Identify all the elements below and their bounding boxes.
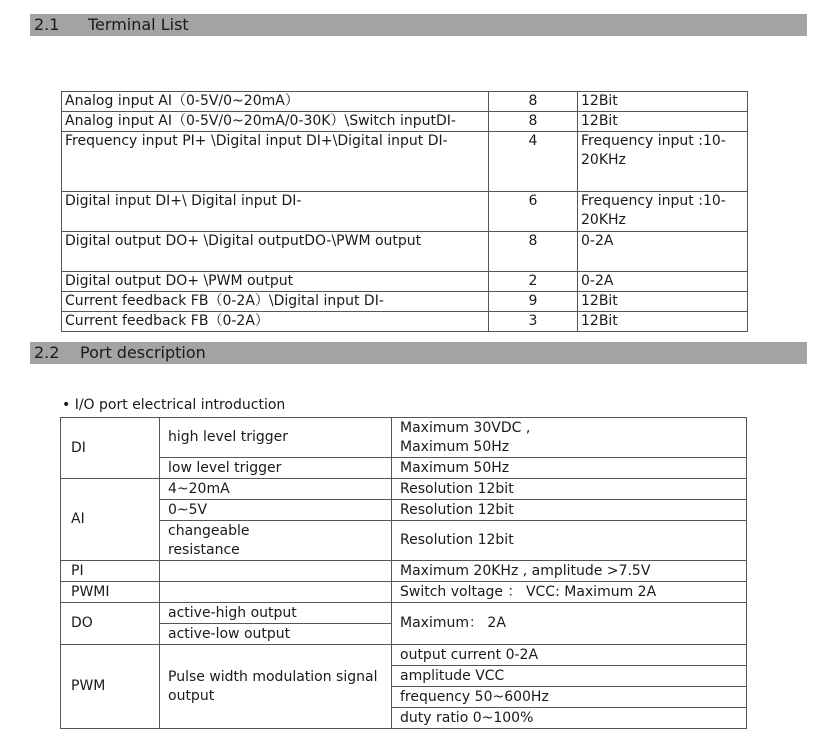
table-row — [61, 603, 747, 624]
terminal-spec: 12Bit — [578, 112, 748, 132]
port-label-pi: PI — [61, 561, 160, 582]
ai-range-2: 0~5V — [160, 500, 392, 521]
di-high-spec — [392, 418, 747, 458]
terminal-desc: Frequency input PI+ \Digital input DI+\Digital input DI- — [62, 132, 489, 192]
port-label-pwmi: PWMI — [61, 582, 160, 603]
table-row — [61, 418, 747, 458]
table-row — [62, 312, 748, 332]
terminal-spec: Frequency input :10-20KHz — [578, 192, 748, 232]
terminal-list-table — [61, 91, 748, 332]
pwm-spec-current: output current 0-2A — [392, 645, 747, 666]
section-header-port-description — [30, 342, 807, 364]
terminal-spec: 12Bit — [578, 292, 748, 312]
table-row — [62, 232, 748, 272]
table-row — [62, 192, 748, 232]
port-description-table — [60, 417, 747, 729]
terminal-desc: Digital input DI+\ Digital input DI- — [62, 192, 489, 232]
table-row — [61, 582, 747, 603]
table-row — [61, 500, 747, 521]
terminal-desc: Digital output DO+ \PWM output — [62, 272, 489, 292]
table-row — [62, 292, 748, 312]
terminal-count: 8 — [489, 112, 578, 132]
ai-range-3-line1: changeable — [168, 522, 250, 539]
section-header-terminal-list — [30, 14, 807, 36]
pwm-desc-line1: Pulse width modulation signal — [168, 668, 378, 685]
ai-range-3-spec: Resolution 12bit — [392, 521, 747, 561]
section-title: Terminal List — [88, 15, 189, 34]
ai-range-3-line2: resistance — [168, 541, 240, 558]
di-low-trigger: low level trigger — [160, 458, 392, 479]
terminal-count: 3 — [489, 312, 578, 332]
section-number: 2.1 — [34, 15, 60, 34]
pi-empty — [160, 561, 392, 582]
table-row — [61, 458, 747, 479]
terminal-desc: Analog input AI（0-5V/0~20mA） — [62, 92, 489, 112]
terminal-spec: 12Bit — [578, 312, 748, 332]
terminal-desc: Digital output DO+ \Digital outputDO-\PWM output — [62, 232, 489, 272]
ai-range-1: 4~20mA — [160, 479, 392, 500]
table-row — [62, 272, 748, 292]
terminal-count: 2 — [489, 272, 578, 292]
ai-range-3 — [160, 521, 392, 561]
terminal-desc: Analog input AI（0-5V/0~20mA/0-30K）\Switch inputDI- — [62, 112, 489, 132]
terminal-spec: 12Bit — [578, 92, 748, 112]
pwm-spec-duty: duty ratio 0~100% — [392, 708, 747, 729]
pi-spec: Maximum 20KHz , amplitude >7.5V — [392, 561, 747, 582]
pwm-desc — [160, 645, 392, 729]
port-label-pwm: PWM — [61, 645, 160, 729]
table-row — [61, 561, 747, 582]
terminal-spec: 0-2A — [578, 272, 748, 292]
io-intro-heading: • I/O port electrical introduction — [62, 397, 286, 413]
pwm-spec-frequency: frequency 50~600Hz — [392, 687, 747, 708]
di-low-spec: Maximum 50Hz — [392, 458, 747, 479]
ai-range-2-spec: Resolution 12bit — [392, 500, 747, 521]
do-active-low: active-low output — [160, 624, 392, 645]
terminal-count: 9 — [489, 292, 578, 312]
pwmi-spec: Switch voltage ： VCC: Maximum 2A — [392, 582, 747, 603]
do-spec: Maximum： 2A — [392, 603, 747, 645]
table-row — [61, 645, 747, 666]
do-active-high: active-high output — [160, 603, 392, 624]
terminal-spec: 0-2A — [578, 232, 748, 272]
terminal-count: 8 — [489, 92, 578, 112]
table-row — [62, 112, 748, 132]
terminal-desc: Current feedback FB（0-2A） — [62, 312, 489, 332]
pwm-desc-line2: output — [168, 687, 215, 704]
pwmi-empty — [160, 582, 392, 603]
port-label-di: DI — [61, 418, 160, 479]
terminal-count: 4 — [489, 132, 578, 192]
terminal-count: 8 — [489, 232, 578, 272]
port-label-do: DO — [61, 603, 160, 645]
table-row — [61, 479, 747, 500]
port-label-ai: AI — [61, 479, 160, 561]
terminal-desc: Current feedback FB（0-2A）\Digital input DI- — [62, 292, 489, 312]
terminal-spec: Frequency input :10-20KHz — [578, 132, 748, 192]
table-row — [62, 92, 748, 112]
terminal-count: 6 — [489, 192, 578, 232]
di-high-spec-line2: Maximum 50Hz — [400, 438, 510, 455]
di-high-trigger: high level trigger — [160, 418, 392, 458]
di-high-spec-line1: Maximum 30VDC , — [400, 419, 531, 436]
table-row — [61, 521, 747, 561]
ai-range-1-spec: Resolution 12bit — [392, 479, 747, 500]
section-number: 2.2 — [34, 343, 60, 362]
section-title: Port description — [80, 343, 206, 362]
pwm-spec-amplitude: amplitude VCC — [392, 666, 747, 687]
table-row — [62, 132, 748, 192]
